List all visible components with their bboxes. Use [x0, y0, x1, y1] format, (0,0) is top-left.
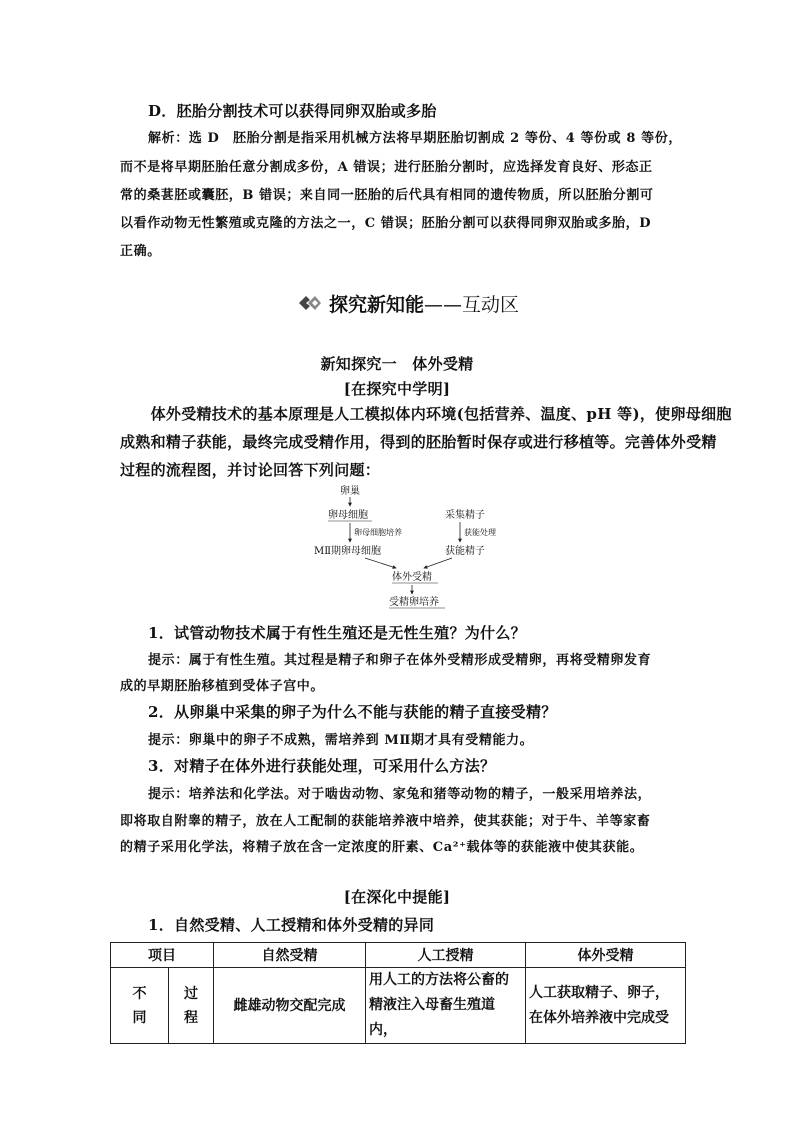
flow-label-capacitation: 获能处理 [464, 528, 496, 537]
flow-node-zygote-culture: 受精卵培养 [389, 597, 439, 608]
comparison-table [110, 942, 686, 1044]
intro-line: 成熟和精子获能，最终完成受精作用，得到的胚胎暂时保存或进行移植等。完善体外受精 [120, 433, 717, 451]
sub-heading-deepen: [在深化中提能] [343, 888, 451, 906]
hint-line: 提示：卵巢中的卵子不成熟，需培养到 MⅡ期才具有受精能力。 [148, 733, 534, 748]
analysis-line: 以看作动物无性繁殖或克隆的方法之一，C 错误；胚胎分割可以获得同卵双胎或多胎，D [120, 216, 652, 231]
flow-node-capacitated-sperm: 获能精子 [445, 546, 485, 557]
option-d: D．胚胎分割技术可以获得同卵双胎或多胎 [148, 102, 437, 120]
flow-arrow [365, 558, 396, 568]
section-logo-icon [297, 293, 323, 313]
hint-line: 提示：培养法和化学法。对于啮齿动物、家兔和猪等动物的精子，一般采用培养法， [148, 787, 652, 802]
section-heading [297, 288, 519, 318]
hint-line: 提示：属于有性生殖。其过程是精子和卵子在体外受精形成受精卵，再将受精卵发育 [148, 653, 652, 668]
flow-label-oocyte-culture: 卵母细胞培养 [354, 528, 402, 537]
table-header-cell: 自然受精 [214, 943, 366, 968]
intro-line: 过程的流程图，并讨论回答下列问题： [120, 461, 381, 479]
question-text: 2．从卵巢中采集的卵子为什么不能与获能的精子直接受精？ [148, 703, 557, 721]
flow-node-ovary: 卵巢 [340, 486, 360, 497]
table-header-cell: 项目 [111, 943, 214, 968]
sub-heading-explore: [在探究中学明] [343, 380, 451, 398]
table-cell-natural: 雌雄动物交配完成 [214, 968, 366, 1044]
analysis-line: 解析：选 D 胚胎分割是指采用机械方法将早期胚胎切割成 2 等份、4 等份或 8 等份， [148, 131, 682, 146]
table-header-cell: 体外受精 [526, 943, 686, 968]
topic-title: 新知探究一 体外受精 [320, 355, 474, 373]
analysis-line: 常的桑葚胚或囊胚，B 错误；来自同一胚胎的后代具有相同的遗传物质，所以胚胎分割可 [120, 188, 654, 203]
hint-line: 的精子采用化学法，将精子放在含一定浓度的肝素、Ca²⁺载体等的获能液中使其获能。 [120, 840, 644, 855]
section-subtitle: ——互动区 [424, 293, 520, 316]
ivf-flowchart [300, 484, 540, 614]
analysis-line: 正确。 [120, 244, 161, 259]
flow-node-ivf: 体外受精 [392, 572, 432, 583]
intro-line: 体外受精技术的基本原理是人工模拟体内环境(包括营养、温度、pH 等)，使卵母细胞 [120, 405, 732, 423]
table-title: 1．自然受精、人工授精和体外受精的异同 [148, 916, 435, 934]
question-text: 1．试管动物技术属于有性生殖还是无性生殖？为什么？ [148, 624, 526, 642]
table-row [111, 968, 686, 1044]
section-title: 探究新知能 [329, 293, 425, 316]
flow-node-collect-sperm: 采集精子 [445, 510, 485, 521]
flow-node-mii-oocyte: MⅡ期卵母细胞 [314, 546, 382, 557]
question-text: 3．对精子在体外进行获能处理，可采用什么方法？ [148, 757, 496, 775]
flow-node-oocyte: 卵母细胞 [328, 510, 368, 521]
table-header-cell: 人工授精 [366, 943, 526, 968]
hint-line: 即将取自附睾的精子，放在人工配制的获能培养液中培养，使其获能；对于牛、羊等家畜 [120, 814, 651, 829]
table-header-row [111, 943, 686, 968]
table-cell-ivf: 人工获取精子、卵子， 在体外培养液中完成受 [526, 968, 686, 1044]
hint-line: 成的早期胚胎移植到受体子宫中。 [120, 679, 325, 694]
analysis-line: 而不是将早期胚胎任意分割成多份，A 错误；进行胚胎分割时，应选择发育良好、形态正 [120, 160, 653, 175]
table-group-cell: 不 同 [111, 968, 169, 1044]
flow-arrow [424, 558, 452, 568]
table-item-cell: 过 程 [169, 968, 214, 1044]
table-cell-artificial: 用人工的方法将公畜的 精液注入母畜生殖道内， [366, 968, 526, 1044]
